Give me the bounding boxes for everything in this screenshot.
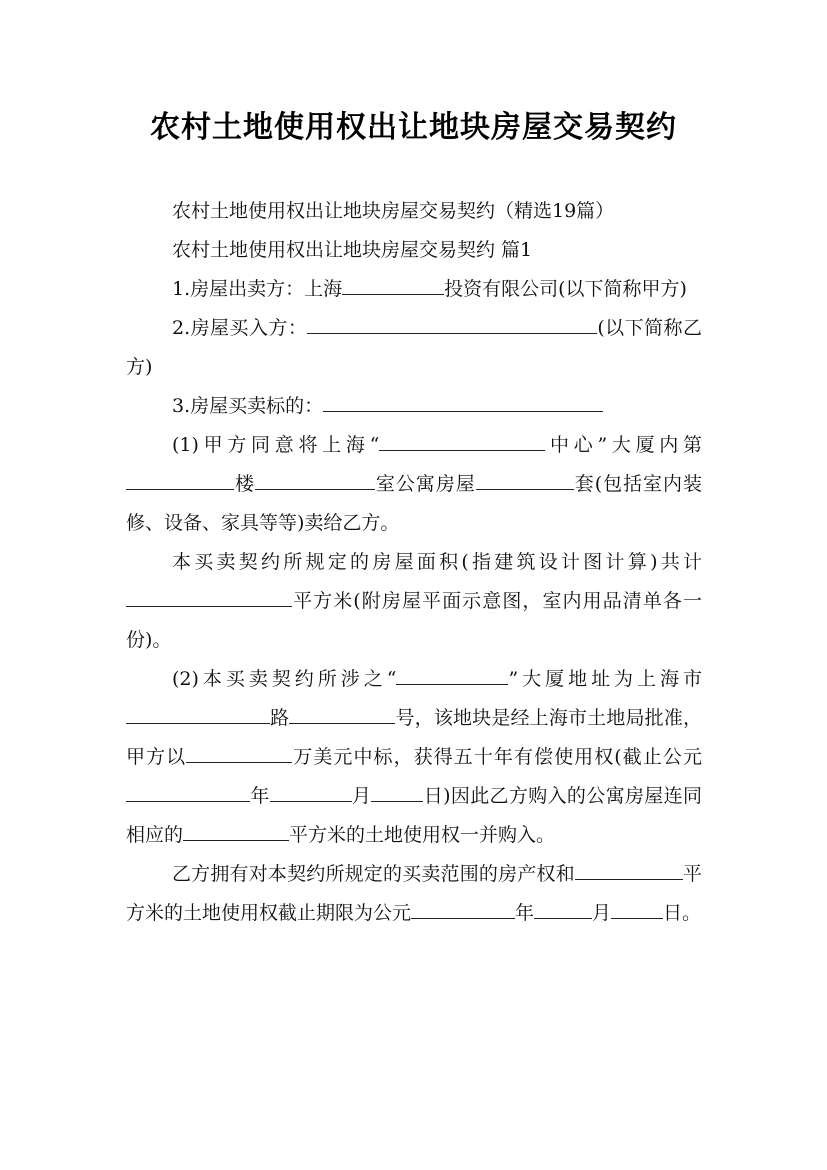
clause-text: 号，该地块是经上海市土地局批准，甲方以 (126, 707, 702, 768)
subheading-text: 农村土地使用权出让地块房屋交易契约 篇1 (172, 239, 533, 261)
clause-address (126, 660, 702, 855)
clause-text: 乙方拥有对本契约所规定的买卖范围的房产权和 (172, 863, 575, 885)
clause-text: 中心”大厦内第 (545, 434, 702, 456)
clause-text: ”大厦地址为上海市 (508, 668, 702, 690)
blank-line (379, 432, 545, 451)
blank-line (534, 900, 592, 919)
clause-agreement (126, 426, 702, 543)
blank-line (126, 471, 234, 490)
blank-line (575, 861, 683, 880)
clause-subject (126, 387, 702, 426)
clause-text: 平方米(附房屋平面示意图，室内用品清单各一份)。 (126, 590, 702, 651)
clause-text: (1)甲方同意将上海“ (172, 434, 380, 456)
blank-line (183, 822, 289, 841)
blank-line (476, 471, 574, 490)
clause-text: 年 (250, 785, 270, 807)
clause-text: 套(包括室内装修、设备、家具等等)卖给乙方。 (126, 473, 702, 534)
clause-text: (2)本买卖契约所涉之“ (172, 668, 397, 690)
clause-text: 路 (270, 707, 290, 729)
clause-text: 2.房屋买入方： (172, 317, 308, 339)
clause-text: 月 (592, 902, 612, 924)
blank-line (611, 900, 663, 919)
blank-line (270, 783, 352, 802)
clause-text: 平方米的土地使用权截止期限为公元 (126, 863, 702, 924)
heading-text: 农村土地使用权出让地块房屋交易契约（精选19篇） (172, 200, 615, 222)
clause-text: 本买卖契约所规定的房屋面积(指建筑设计图计算)共计 (172, 551, 702, 573)
blank-line (323, 393, 603, 412)
document-title: 农村土地使用权出让地块房屋交易契约 (150, 110, 677, 145)
clause-text: 万美元中标，获得五十年有偿使用权(截止公元 (292, 746, 702, 768)
blank-line (186, 744, 292, 763)
clause-text: 1.房屋出卖方：上海 (172, 278, 343, 300)
clause-text: 日)因此乙方购入的公寓房屋连同相应的 (126, 785, 702, 846)
clause-buyer (126, 309, 702, 387)
blank-line (126, 705, 270, 724)
clause-text: 投资有限公司(以下简称甲方) (444, 278, 687, 300)
clause-rights (126, 855, 702, 933)
blank-line (396, 666, 508, 685)
document-body (126, 192, 702, 933)
clause-text: (以下简称乙方) (126, 317, 702, 378)
blank-line (289, 705, 395, 724)
blank-line (307, 315, 597, 334)
clause-seller (126, 270, 702, 309)
clause-text: 楼 (234, 473, 255, 495)
blank-line (342, 276, 444, 295)
clause-text: 室公寓房屋 (374, 473, 476, 495)
clause-text: 月 (351, 785, 372, 807)
contract-subheading-line (126, 231, 702, 270)
clause-text: 日。 (663, 902, 702, 924)
clause-text: 年 (515, 902, 535, 924)
blank-line (126, 588, 292, 607)
clause-text: 平方米的土地使用权一并购入。 (289, 824, 556, 846)
blank-line (371, 783, 423, 802)
clause-text: 3.房屋买卖标的： (172, 395, 324, 417)
blank-line (411, 900, 515, 919)
blank-line (255, 471, 375, 490)
blank-line (126, 783, 250, 802)
clause-area (126, 543, 702, 660)
contract-heading-line (126, 192, 702, 231)
